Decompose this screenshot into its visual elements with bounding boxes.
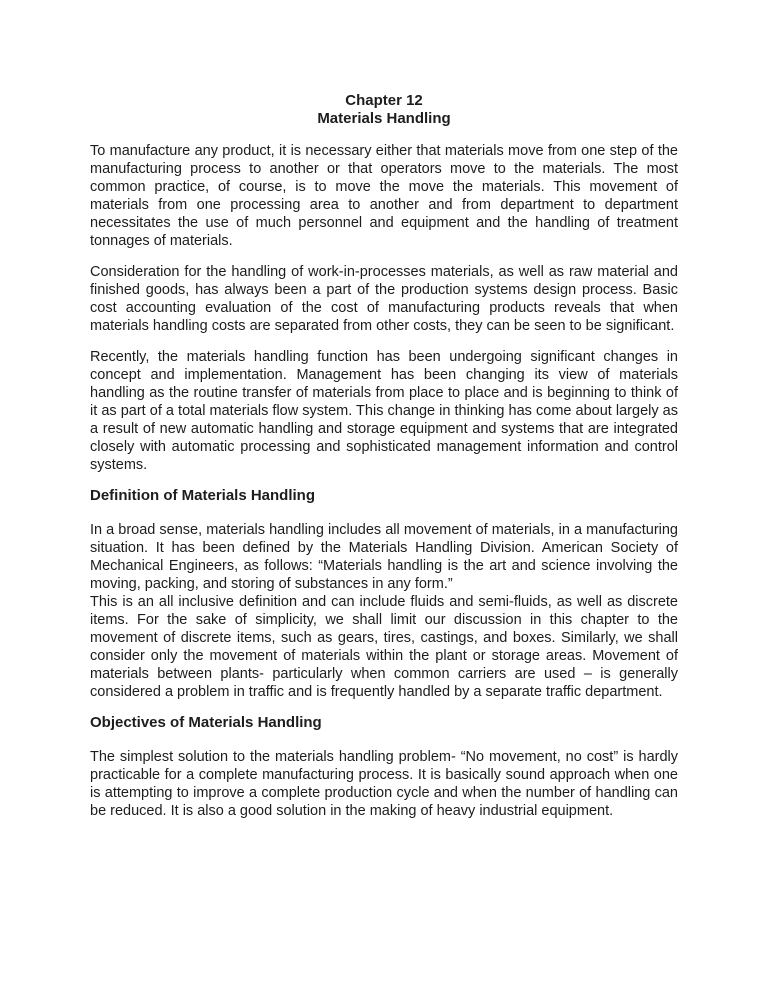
section-heading-definition: Definition of Materials Handling bbox=[90, 487, 316, 504]
document-content bbox=[90, 92, 678, 833]
paragraph-intro-3: Recently, the materials handling function has been undergoing significant changes in concept and implementation. Management has been changing its view of materials handling as the routine transfer of materials from place to place and is beginning to think of it as part of a total materials flow system. This change in thinking has come about largely as a result of new automatic handling and storage equipment and systems that are integrated closely with automatic processing and sophisticated management information and control systems. bbox=[90, 349, 678, 473]
paragraph-definition-2: This is an all inclusive definition and can include fluids and semi-fluids, as well as discrete items. For the sake of simplicity, we shall limit our discussion in this chapter to the movement of discrete items, such as gears, tires, castings, and boxes. Similarly, we shall consider only the movement of materials within the plant or storage areas. Movement of materials between plants- particularly when common carriers are used – is generally considered a problem in traffic and is frequently handled by a separate traffic department. bbox=[90, 594, 678, 700]
paragraph-objectives-1: The simplest solution to the materials handling problem- “No movement, no cost” is hardly practicable for a complete manufacturing process. It is basically sound approach when one is attempting to improve a complete production cycle and when the number of handling can be reduced. It is also a good solution in the making of heavy industrial equipment. bbox=[90, 749, 678, 819]
section-heading-objectives: Objectives of Materials Handling bbox=[90, 714, 322, 731]
paragraph-intro-2: Consideration for the handling of work-in-processes materials, as well as raw material and finished goods, has always been a part of the production systems design process. Basic cost accounting evaluation of the cost of manufacturing products reveals that when materials handling costs are separated from other costs, they can be seen to be significant. bbox=[90, 264, 678, 334]
chapter-number: Chapter 12 bbox=[345, 92, 423, 109]
paragraph-intro-1: To manufacture any product, it is necessary either that materials move from one step of the manufacturing process to another or that operators move to the materials. The most common practice, of course, is to move the move the materials. This movement of materials from one processing area to another and from department to department necessitates the use of much personnel and equipment and the handling of treatment tonnages of materials. bbox=[90, 143, 678, 249]
chapter-title bbox=[90, 92, 678, 128]
chapter-name: Materials Handling bbox=[317, 110, 451, 127]
paragraph-definition-1: In a broad sense, materials handling includes all movement of materials, in a manufacturing situation. It has been defined by the Materials Handling Division. American Society of Mechanical Engineers, as follows: “Materials handling is the art and science involving the moving, packing, and storing of substances in any form.” bbox=[90, 522, 678, 592]
